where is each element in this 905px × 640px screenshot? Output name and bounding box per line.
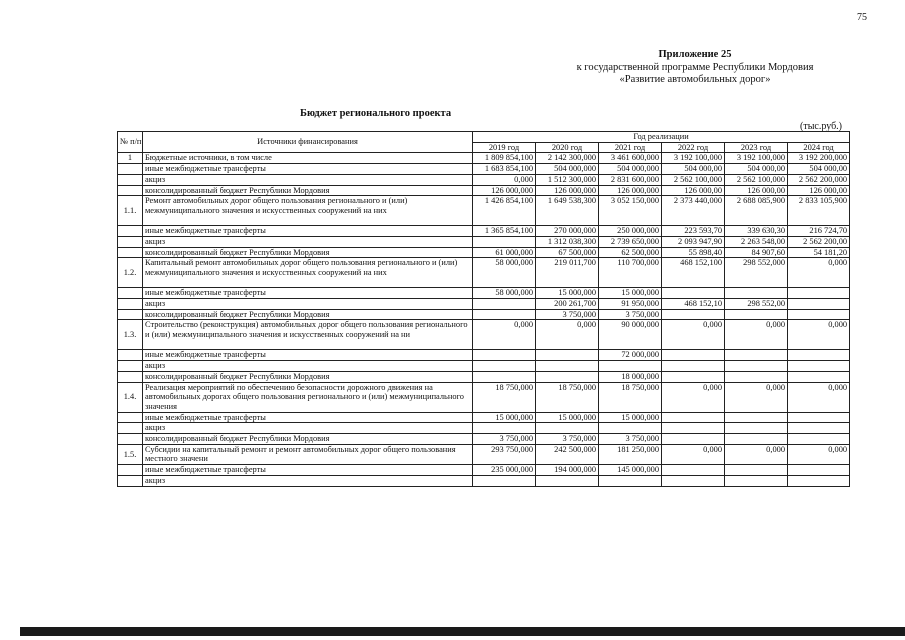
cell-value (662, 371, 725, 382)
cell-value: 54 181,20 (788, 247, 850, 258)
row-number (118, 309, 143, 320)
row-number (118, 299, 143, 310)
cell-value: 270 000,000 (536, 226, 599, 237)
cell-value: 55 898,40 (662, 247, 725, 258)
row-source-name: консолидированный бюджет Республики Мордовия (143, 247, 473, 258)
cell-value (662, 423, 725, 434)
cell-value: 126 000,00 (725, 185, 788, 196)
cell-value (473, 361, 536, 372)
cell-value: 3 192 200,000 (788, 153, 850, 164)
cell-value: 2 562 100,000 (725, 174, 788, 185)
cell-value: 181 250,000 (599, 444, 662, 464)
cell-value: 219 011,700 (536, 258, 599, 288)
cell-value: 0,000 (662, 382, 725, 412)
table-row (118, 382, 850, 412)
row-source-name: Строительство (реконструкция) автомобильных дорог общего пользования регионального и (или) межмуниципального значения и искусственных сооружений на ни (143, 320, 473, 350)
row-number (118, 288, 143, 299)
cell-value: 242 500,000 (536, 444, 599, 464)
header-year: 2019 год (473, 142, 536, 153)
row-source-name: Бюджетные источники, в том числе (143, 153, 473, 164)
table-row (118, 153, 850, 164)
cell-value (662, 361, 725, 372)
row-source-name: иные межбюджетные трансферты (143, 164, 473, 175)
header-year: 2023 год (725, 142, 788, 153)
cell-value: 61 000,000 (473, 247, 536, 258)
row-number: 1.5. (118, 444, 143, 464)
cell-value (725, 361, 788, 372)
row-source-name: акциз (143, 475, 473, 486)
table-row (118, 423, 850, 434)
cell-value: 126 000,00 (662, 185, 725, 196)
cell-value (725, 475, 788, 486)
row-source-name: консолидированный бюджет Республики Мордовия (143, 434, 473, 445)
cell-value: 2 562 200,000 (788, 174, 850, 185)
cell-value: 0,000 (662, 444, 725, 464)
table-row (118, 236, 850, 247)
cell-value: 504 000,00 (788, 164, 850, 175)
cell-value: 250 000,000 (599, 226, 662, 237)
budget-table (117, 131, 850, 487)
cell-value: 0,000 (725, 320, 788, 350)
cell-value (662, 434, 725, 445)
cell-value: 0,000 (536, 320, 599, 350)
row-number (118, 371, 143, 382)
row-number (118, 465, 143, 476)
cell-value (788, 361, 850, 372)
cell-value (725, 371, 788, 382)
cell-value: 15 000,000 (599, 412, 662, 423)
cell-value (662, 288, 725, 299)
cell-value: 1 809 854,100 (473, 153, 536, 164)
cell-value: 58 000,000 (473, 288, 536, 299)
cell-value: 2 739 650,000 (599, 236, 662, 247)
cell-value (725, 412, 788, 423)
table-row (118, 164, 850, 175)
header-source: Источники финансирования (143, 132, 473, 153)
cell-value (788, 475, 850, 486)
cell-value (662, 350, 725, 361)
cell-value (788, 288, 850, 299)
table-row (118, 258, 850, 288)
cell-value (536, 371, 599, 382)
row-number (118, 350, 143, 361)
table-row (118, 434, 850, 445)
cell-value: 1 365 854,100 (473, 226, 536, 237)
cell-value (788, 412, 850, 423)
cell-value: 0,000 (788, 444, 850, 464)
cell-value: 3 750,000 (536, 434, 599, 445)
cell-value: 15 000,000 (473, 412, 536, 423)
row-source-name: Капитальный ремонт автомобильных дорог общего пользования регионального и (или) межмуниципального значения и искусственных сооружений на них (143, 258, 473, 288)
appendix-title: Приложение 25 (658, 49, 732, 60)
cell-value: 72 000,000 (599, 350, 662, 361)
header-year: 2024 год (788, 142, 850, 153)
cell-value: 293 750,000 (473, 444, 536, 464)
cell-value: 3 750,000 (473, 434, 536, 445)
appendix-line-2: «Развитие автомобильных дорог» (619, 74, 771, 85)
cell-value: 91 950,000 (599, 299, 662, 310)
cell-value (788, 350, 850, 361)
row-number (118, 434, 143, 445)
table-row (118, 475, 850, 486)
document-title: Бюджет регионального проекта (300, 108, 452, 119)
row-source-name: иные межбюджетные трансферты (143, 350, 473, 361)
cell-value (599, 423, 662, 434)
row-source-name: акциз (143, 361, 473, 372)
cell-value: 145 000,000 (599, 465, 662, 476)
cell-value: 339 630,30 (725, 226, 788, 237)
cell-value (473, 299, 536, 310)
row-number (118, 361, 143, 372)
row-source-name: иные межбюджетные трансферты (143, 465, 473, 476)
row-number: 1.2. (118, 258, 143, 288)
row-source-name: иные межбюджетные трансферты (143, 226, 473, 237)
cell-value (473, 475, 536, 486)
cell-value: 84 907,60 (725, 247, 788, 258)
table-row (118, 465, 850, 476)
cell-value (725, 309, 788, 320)
cell-value: 3 750,000 (599, 434, 662, 445)
cell-value (473, 371, 536, 382)
appendix-line-1: к государственной программе Республики Мордовия (576, 61, 814, 73)
cell-value: 2 373 440,000 (662, 196, 725, 226)
cell-value (725, 423, 788, 434)
cell-value: 298 552,000 (725, 258, 788, 288)
cell-value: 223 593,70 (662, 226, 725, 237)
cell-value: 0,000 (662, 320, 725, 350)
cell-value: 1 649 538,300 (536, 196, 599, 226)
cell-value: 2 142 300,000 (536, 153, 599, 164)
cell-value: 90 000,000 (599, 320, 662, 350)
row-source-name: консолидированный бюджет Республики Мордовия (143, 185, 473, 196)
table-row (118, 196, 850, 226)
cell-value: 0,000 (473, 320, 536, 350)
cell-value: 126 000,000 (536, 185, 599, 196)
table-row (118, 247, 850, 258)
row-number (118, 174, 143, 185)
cell-value: 3 461 600,000 (599, 153, 662, 164)
cell-value: 2 093 947,90 (662, 236, 725, 247)
row-source-name: Субсидии на капитальный ремонт и ремонт автомобильных дорог общего пользования местного значени (143, 444, 473, 464)
cell-value (788, 309, 850, 320)
cell-value (662, 475, 725, 486)
row-number (118, 185, 143, 196)
cell-value (473, 236, 536, 247)
row-source-name: Ремонт автомобильных дорог общего пользования регионального и (или) межмуниципального значения и искусственных сооружений на них (143, 196, 473, 226)
cell-value: 18 000,000 (599, 371, 662, 382)
cell-value: 58 000,000 (473, 258, 536, 288)
row-number: 1.1. (118, 196, 143, 226)
cell-value: 18 750,000 (599, 382, 662, 412)
cell-value: 126 000,00 (788, 185, 850, 196)
cell-value: 3 750,000 (599, 309, 662, 320)
header-year: 2020 год (536, 142, 599, 153)
cell-value: 2 562 100,000 (662, 174, 725, 185)
cell-value (725, 288, 788, 299)
cell-value: 468 152,100 (662, 258, 725, 288)
cell-value: 18 750,000 (473, 382, 536, 412)
table-row (118, 350, 850, 361)
cell-value (788, 465, 850, 476)
cell-value: 62 500,000 (599, 247, 662, 258)
header-years-group: Год реализации (473, 132, 850, 143)
cell-value: 15 000,000 (536, 288, 599, 299)
cell-value: 504 000,00 (662, 164, 725, 175)
table-row (118, 320, 850, 350)
cell-value: 3 192 100,000 (662, 153, 725, 164)
table-row (118, 288, 850, 299)
cell-value: 235 000,000 (473, 465, 536, 476)
header-num: № п/п (118, 132, 143, 153)
cell-value: 1 683 854,100 (473, 164, 536, 175)
cell-value: 67 500,000 (536, 247, 599, 258)
row-source-name: иные межбюджетные трансферты (143, 288, 473, 299)
row-number (118, 236, 143, 247)
table-row (118, 299, 850, 310)
cell-value (599, 361, 662, 372)
scan-edge-band (20, 627, 905, 636)
cell-value (725, 350, 788, 361)
row-number: 1.3. (118, 320, 143, 350)
cell-value: 504 000,000 (599, 164, 662, 175)
cell-value: 1 426 854,100 (473, 196, 536, 226)
cell-value (599, 475, 662, 486)
cell-value (788, 299, 850, 310)
table-row (118, 371, 850, 382)
cell-value: 15 000,000 (536, 412, 599, 423)
cell-value: 126 000,000 (599, 185, 662, 196)
cell-value (473, 350, 536, 361)
row-source-name: Реализация мероприятий по обеспечению безопасности дорожного движения на автомобильных дорогах общего пользования регионального и (или) межмуниципального значения (143, 382, 473, 412)
units-label: (тыс.руб.) (800, 121, 843, 132)
row-source-name: консолидированный бюджет Республики Мордовия (143, 309, 473, 320)
cell-value: 504 000,00 (725, 164, 788, 175)
table-row (118, 309, 850, 320)
row-number: 1 (118, 153, 143, 164)
cell-value: 2 833 105,900 (788, 196, 850, 226)
cell-value: 15 000,000 (599, 288, 662, 299)
cell-value: 1 312 038,300 (536, 236, 599, 247)
row-number (118, 475, 143, 486)
cell-value: 2 688 085,900 (725, 196, 788, 226)
row-number (118, 226, 143, 237)
cell-value (662, 465, 725, 476)
cell-value: 0,000 (788, 320, 850, 350)
cell-value (725, 465, 788, 476)
cell-value (473, 423, 536, 434)
cell-value (536, 350, 599, 361)
cell-value: 0,000 (788, 258, 850, 288)
cell-value (788, 371, 850, 382)
row-number: 1.4. (118, 382, 143, 412)
table-row (118, 444, 850, 464)
table-row (118, 226, 850, 237)
cell-value (788, 423, 850, 434)
table-row (118, 174, 850, 185)
row-source-name: иные межбюджетные трансферты (143, 412, 473, 423)
cell-value: 3 192 100,000 (725, 153, 788, 164)
table-row (118, 185, 850, 196)
cell-value: 216 724,70 (788, 226, 850, 237)
cell-value: 468 152,10 (662, 299, 725, 310)
row-source-name: акциз (143, 174, 473, 185)
cell-value: 3 052 150,000 (599, 196, 662, 226)
table-row (118, 361, 850, 372)
cell-value: 110 700,000 (599, 258, 662, 288)
row-source-name: консолидированный бюджет Республики Мордовия (143, 371, 473, 382)
row-number (118, 164, 143, 175)
table-row (118, 412, 850, 423)
header-year: 2021 год (599, 142, 662, 153)
cell-value (536, 361, 599, 372)
row-number (118, 423, 143, 434)
row-number (118, 412, 143, 423)
cell-value (662, 412, 725, 423)
cell-value: 298 552,00 (725, 299, 788, 310)
cell-value: 2 831 600,000 (599, 174, 662, 185)
cell-value: 126 000,000 (473, 185, 536, 196)
cell-value: 2 263 548,00 (725, 236, 788, 247)
cell-value: 200 261,700 (536, 299, 599, 310)
cell-value: 3 750,000 (536, 309, 599, 320)
cell-value: 18 750,000 (536, 382, 599, 412)
cell-value: 0,000 (725, 382, 788, 412)
cell-value: 0,000 (788, 382, 850, 412)
cell-value (473, 309, 536, 320)
row-source-name: акциз (143, 423, 473, 434)
header-year: 2022 год (662, 142, 725, 153)
cell-value: 1 512 300,000 (536, 174, 599, 185)
cell-value: 0,000 (473, 174, 536, 185)
cell-value: 504 000,000 (536, 164, 599, 175)
cell-value: 0,000 (725, 444, 788, 464)
cell-value (662, 309, 725, 320)
row-number (118, 247, 143, 258)
cell-value: 194 000,000 (536, 465, 599, 476)
cell-value (788, 434, 850, 445)
row-source-name: акциз (143, 299, 473, 310)
cell-value (536, 475, 599, 486)
cell-value (725, 434, 788, 445)
appendix-header (530, 49, 860, 87)
cell-value (536, 423, 599, 434)
page-number: 75 (857, 12, 867, 23)
cell-value: 2 562 200,00 (788, 236, 850, 247)
row-source-name: акциз (143, 236, 473, 247)
